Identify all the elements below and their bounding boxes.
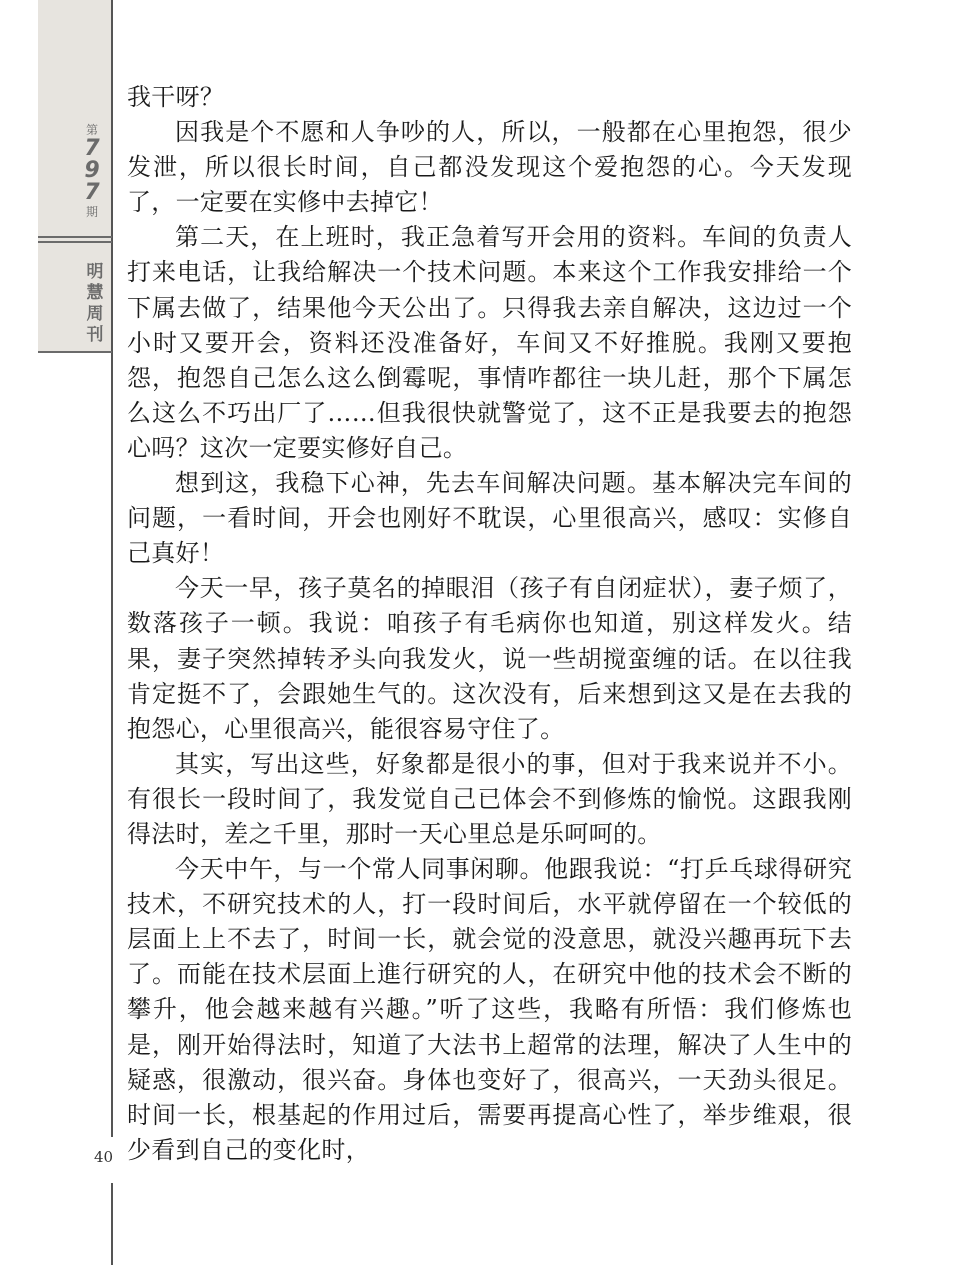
journal-char: 慧 [86,283,104,303]
paragraph: 第二天，在上班时，我正急着写开会用的资料。车间的负责人打来电话，让我给解决一个技术问题。本来这个工作我安排给一个下属去做了，结果他今天公出了。只得我去亲自解决，这边过一个小时又要开会，资料还没准备好，车间又不好推脱。我刚又要抱怨，抱怨自己怎么这么倒霉呢，事情咋都往一块儿赶，那个下属怎么这么不巧出厂了……但我很快就警觉了，这不正是我要去的抱怨心吗？这次一定要实修好自己。 [127,223,852,462]
journal-char: 刊 [86,325,104,345]
paragraph: 今天中午，与一个常人同事闲聊。他跟我说：“打乒乓球得研究技术，不研究技术的人，打一段时间后，水平就停留在一个较低的层面上上不去了，时间一长，就会觉的没意思，就没兴趣再玩下去了。而能在技术层面上進行研究的人，在研究中他的技术会不断的攀升，他会越来越有兴趣。”听了这些，我略有所悟：我们修炼也是，刚开始得法时，知道了大法书上超常的法理，解决了人生中的疑惑，很激动，很兴奋。身体也变好了，很高兴，一天劲头很足。时间一长，根基起的作用过后，需要再提高心性了，举步维艰，很少看到自己的变化时， [127,855,852,1164]
sidebar-bottom-rule [38,351,112,353]
paragraph: 因我是个不愿和人争吵的人，所以，一般都在心里抱怨，很少发泄，所以很长时间，自己都没发现这个爱抱怨的心。今天发现了，一定要在实修中去掉它！ [127,118,852,217]
issue-prefix: 第 [85,123,98,137]
paragraph: 想到这，我稳下心神，先去车间解决问题。基本解决完车间的问题，一看时间，开会也刚好不耽误，心里很高兴，感叹：实修自己真好！ [127,469,852,568]
sidebar-divider [38,236,112,238]
journal-char: 明 [86,262,104,282]
issue-label [72,122,112,220]
issue-digit: 7 [84,180,100,205]
issue-digit: 9 [84,158,100,183]
paragraph: 我干呀？ [127,83,225,111]
paragraph: 今天一早，孩子莫名的掉眼泪（孩子有自闭症状），妻子烦了，数落孩子一顿。我说：咱孩子有毛病你也知道，别这样发火。结果，妻子突然掉转矛头向我发火，说一些胡搅蛮缠的话。在以往我肯定挺不了，会跟她生气的。这次没有，后来想到这又是在去我的抱怨心，心里很高兴，能很容易守住了。 [127,574,852,743]
paragraph: 其实，写出这些，好象都是很小的事，但对于我来说并不小。有很长一段时间了，我发觉自己已体会不到修炼的愉悦。这跟我刚得法时，差之千里，那时一天心里总是乐呵呵的。 [127,749,852,848]
issue-digit: 7 [84,136,100,161]
journal-name [78,262,112,346]
journal-char: 周 [86,304,104,324]
margin-line-bottom [111,1183,113,1265]
sidebar-divider [38,241,112,243]
article-body [127,80,852,1168]
page-number: 40 [94,1148,114,1166]
issue-suffix: 期 [85,205,98,219]
